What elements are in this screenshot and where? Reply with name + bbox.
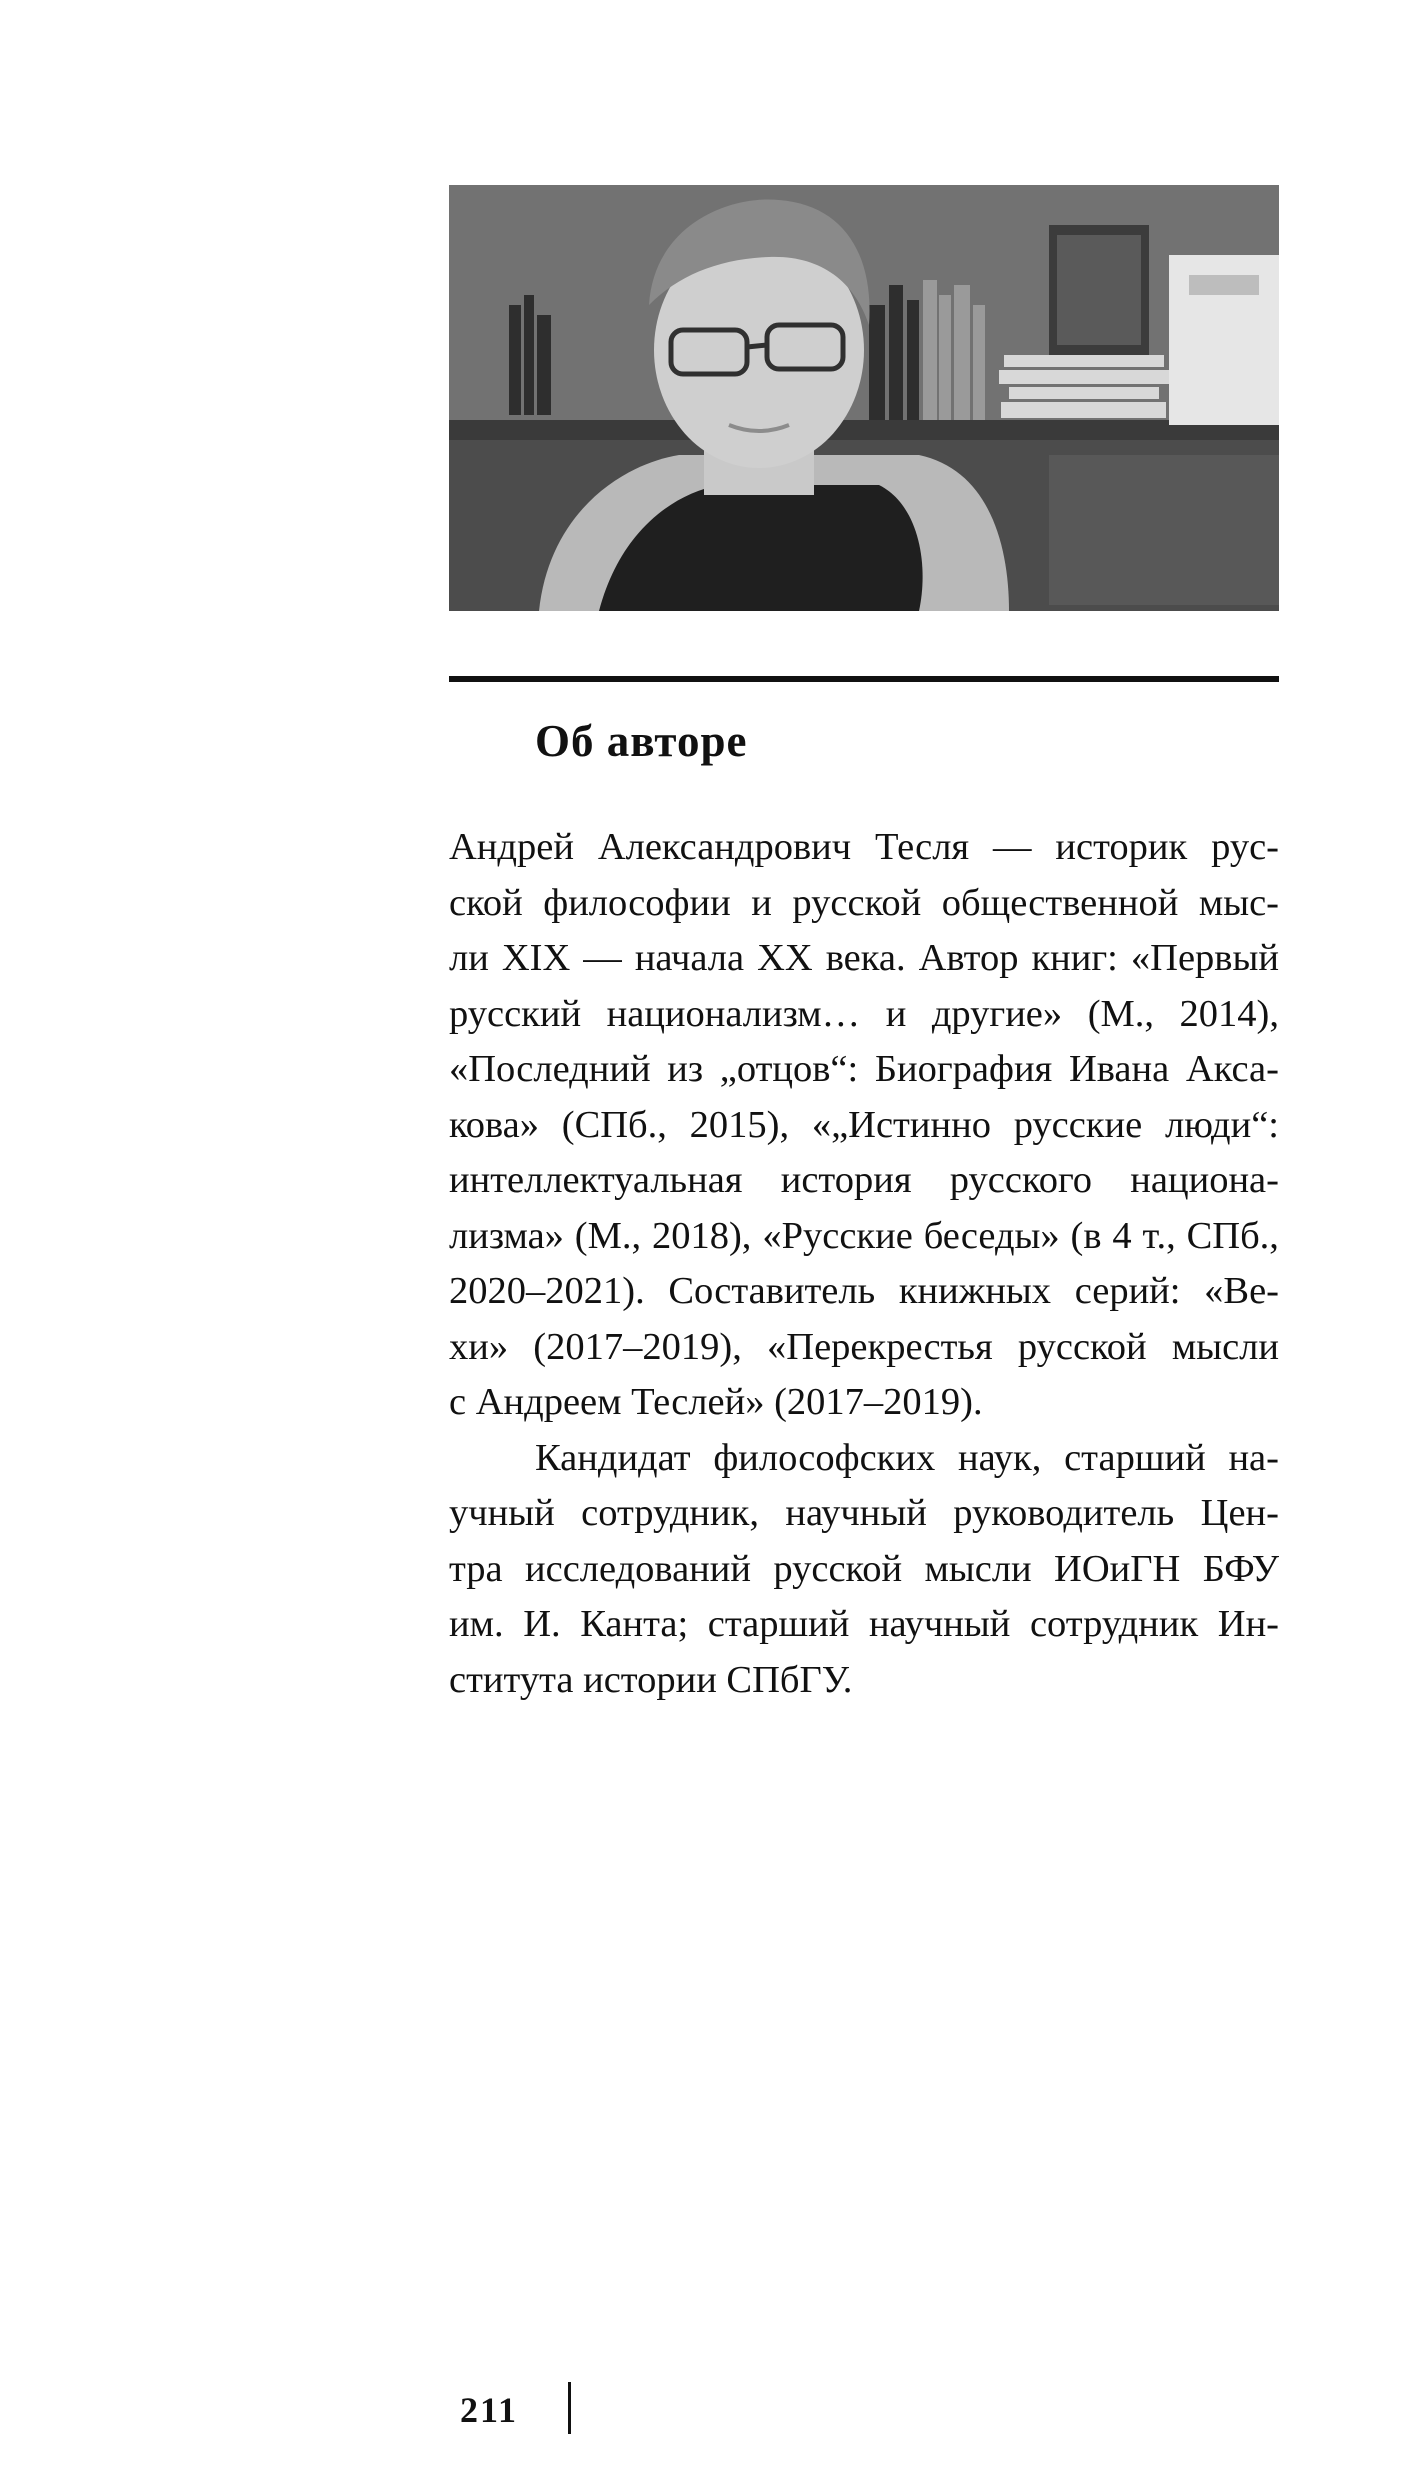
text-line: учный сотрудник, научный руководитель Цен-	[449, 1492, 1279, 1534]
page-number: 211	[460, 2390, 519, 2430]
text-line: интеллектуальная история русского национа-	[449, 1159, 1279, 1201]
author-photo	[449, 185, 1279, 611]
text-line: лизма» (М., 2018), «Русские беседы» (в 4 т., СПб.,	[449, 1214, 1279, 1257]
section-rule	[449, 676, 1279, 682]
text-line: хи» (2017–2019), «Перекрестья русской мысли	[449, 1325, 1279, 1368]
text-line: «Последний из „отцов“: Биография Ивана Акса-	[449, 1048, 1279, 1090]
text-line: ли XIX — начала XX века. Автор книг: «Первый	[449, 937, 1279, 979]
text-line: им. И. Канта; старший научный сотрудник Ин-	[449, 1603, 1279, 1645]
text-line: 2020–2021). Составитель книжных серий: «Ве-	[449, 1270, 1279, 1312]
bio-paragraph-2	[449, 1431, 1279, 1709]
text-line: Андрей Александрович Тесля — историк рус-	[449, 826, 1279, 868]
page-number-divider	[568, 2382, 571, 2434]
text-line: тра исследований русской мысли ИОиГН БФУ	[449, 1547, 1279, 1590]
text-line: Кандидат философских наук, старший на-	[535, 1436, 1279, 1479]
text-line: кова» (СПб., 2015), «„Истинно русские люди“:	[449, 1103, 1279, 1146]
author-bio	[449, 820, 1279, 1708]
section-heading: Об авторе	[535, 716, 748, 766]
text-line: ститута истории СПбГУ.	[449, 1658, 853, 1701]
text-line: ской философии и русской общественной мыс-	[449, 881, 1279, 924]
text-line: русский национализм… и другие» (М., 2014),	[449, 992, 1279, 1035]
bio-paragraph-1	[449, 820, 1279, 1431]
text-line: с Андреем Теслей» (2017–2019).	[449, 1381, 983, 1423]
